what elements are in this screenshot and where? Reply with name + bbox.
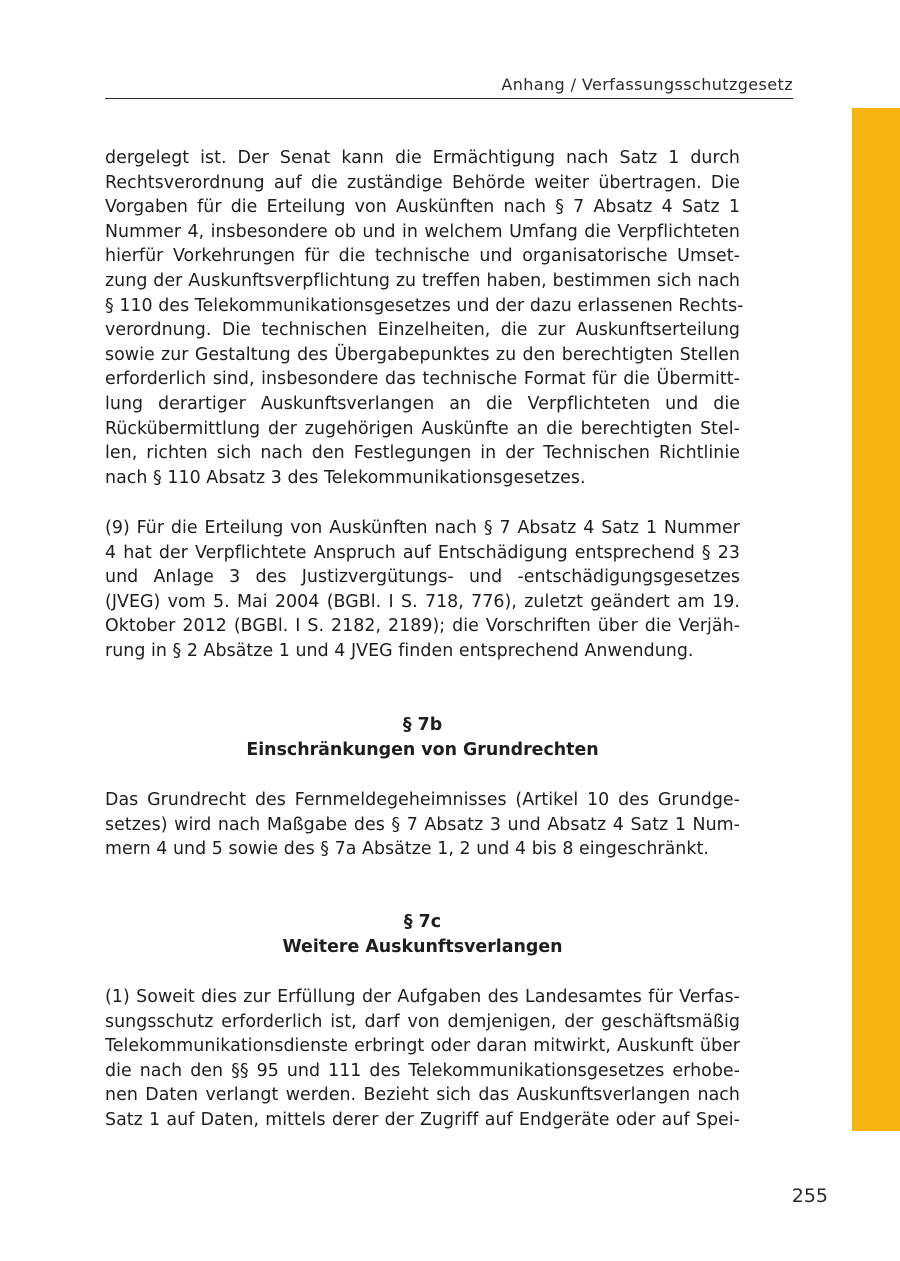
- text-line: hierfür Vorkehrungen für die technische und organisatorische Umset-: [105, 246, 740, 267]
- section-number: § 7c: [403, 912, 442, 932]
- section-7c-heading: [105, 910, 740, 960]
- text-line: zung der Auskunftsverpflichtung zu treffen haben, bestimmen sich nach: [105, 270, 740, 291]
- text-line: Das Grundrecht des Fernmeldegeheimnisses (Artikel 10 des Grundge-: [105, 790, 740, 810]
- text-line: (1) Soweit dies zur Erfüllung der Aufgaben des Landesamtes für Verfas-: [105, 987, 740, 1007]
- text-line: nach § 110 Absatz 3 des Telekommunikationsgesetzes.: [105, 467, 586, 488]
- text-line: die nach den §§ 95 und 111 des Telekommunikationsgesetzes erhobe-: [105, 1060, 740, 1081]
- continuation-paragraph: [105, 146, 744, 490]
- text-line: sungsschutz erforderlich ist, darf von demjenigen, der geschäftsmäßig: [105, 1011, 740, 1032]
- text-line: Rückübermittlung der zugehörigen Auskünfte an die berechtigten Stel-: [105, 418, 740, 439]
- text-line: Nummer 4, insbesondere ob und in welchem Umfang die Verpflichteten: [105, 221, 740, 242]
- section-7b-paragraph: [105, 788, 740, 862]
- text-line: verordnung. Die technischen Einzelheiten, die zur Auskunftserteilung: [105, 320, 740, 341]
- text-line: erforderlich sind, insbesondere das technische Format für die Übermitt-: [105, 369, 740, 390]
- text-line: lung derartiger Auskunftsverlangen an die Verpflichteten und die: [105, 393, 740, 414]
- text-line: setzes) wird nach Maßgabe des § 7 Absatz 3 und Absatz 4 Satz 1 Num-: [105, 814, 740, 835]
- text-line: len, richten sich nach den Festlegungen in der Technischen Richtlinie: [105, 443, 740, 464]
- text-line: Oktober 2012 (BGBl. I S. 2182, 2189); die Vorschriften über die Verjäh-: [105, 616, 740, 637]
- page-number: 255: [791, 1185, 828, 1207]
- section-title: Weitere Auskunftsverlangen: [282, 937, 563, 957]
- section-7b-heading: [105, 713, 740, 763]
- text-line: Vorgaben für die Erteilung von Auskünften nach § 7 Absatz 4 Satz 1: [105, 197, 740, 218]
- text-line: Telekommunikationsdienste erbringt oder daran mitwirkt, Auskunft über: [105, 1036, 740, 1057]
- text-line: rung in § 2 Absätze 1 und 4 JVEG finden entsprechend Anwendung.: [105, 640, 694, 661]
- text-line: § 110 des Telekommunikationsgesetzes und der dazu erlassenen Rechts-: [105, 295, 744, 316]
- text-line: (9) Für die Erteilung von Auskünften nach § 7 Absatz 4 Satz 1 Nummer: [105, 518, 740, 538]
- text-line: 4 hat der Verpflichtete Anspruch auf Entschädigung entsprechend § 23: [105, 542, 740, 563]
- text-line: sowie zur Gestaltung des Übergabepunktes zu den berechtigten Stellen: [105, 344, 740, 365]
- section-7c-paragraph-1: [105, 985, 740, 1133]
- text-line: Satz 1 auf Daten, mittels derer der Zugriff auf Endgeräte oder auf Spei-: [105, 1109, 740, 1130]
- header-rule: [105, 98, 793, 99]
- chapter-side-tab: [852, 108, 900, 1131]
- section-number: § 7b: [402, 715, 443, 735]
- text-line: mern 4 und 5 sowie des § 7a Absätze 1, 2 und 4 bis 8 eingeschränkt.: [105, 839, 709, 860]
- text-line: (JVEG) vom 5. Mai 2004 (BGBl. I S. 718, 776), zuletzt geändert am 19.: [105, 591, 740, 612]
- section-title: Einschränkungen von Grundrechten: [246, 740, 599, 760]
- text-line: Rechtsverordnung auf die zuständige Behörde weiter übertragen. Die: [105, 172, 740, 193]
- running-header: Anhang / Verfassungsschutzgesetz: [501, 75, 793, 94]
- text-line: nen Daten verlangt werden. Bezieht sich das Auskunftsverlangen nach: [105, 1085, 740, 1106]
- text-line: und Anlage 3 des Justizvergütungs- und -entschädigungsgesetzes: [105, 567, 740, 588]
- paragraph-9: [105, 516, 740, 664]
- text-line: dergelegt ist. Der Senat kann die Ermächtigung nach Satz 1 durch: [105, 148, 740, 168]
